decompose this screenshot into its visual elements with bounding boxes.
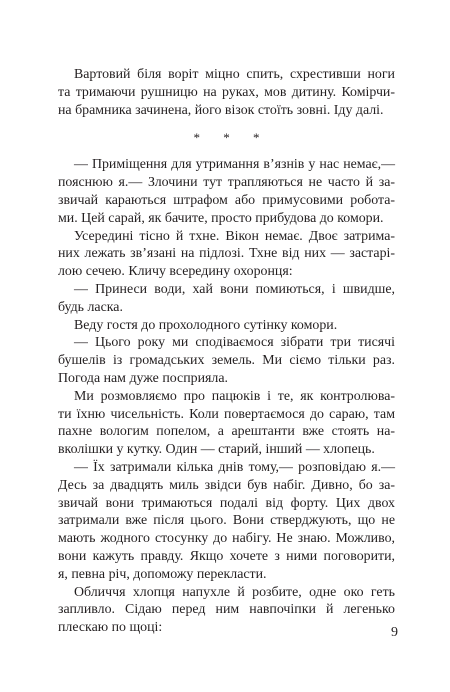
text-line: та тримаючи рушницю на руках, мов дитину. Комірчи- bbox=[58, 84, 395, 100]
text-line: пояснюю я.— Злочини тут трапляються не часто й за- bbox=[58, 175, 395, 191]
text-line: вони кажуть правду. Якщо хочете з ними поговорити, bbox=[58, 548, 395, 564]
paragraph-p5 bbox=[58, 317, 395, 335]
text-line: запливло. Сідаю перед ним навпочіпки й легенько bbox=[58, 602, 395, 618]
text-line: вколішки у кутку. Один — старий, інший — хлопець. bbox=[58, 442, 375, 458]
page-number: 9 bbox=[391, 625, 398, 640]
text-line: бушелів із громадських земель. Ми сіємо тільки раз. bbox=[58, 353, 395, 369]
paragraph-p6 bbox=[58, 334, 395, 387]
paragraph-p8 bbox=[58, 459, 395, 584]
text-line: я, певна річ, допоможу перекласти. bbox=[58, 566, 267, 582]
paragraph-p4 bbox=[58, 281, 395, 317]
text-line: на брамника зачинена, його візок стоїть зовні. Іду далі. bbox=[58, 102, 384, 118]
paragraph-p3 bbox=[58, 228, 395, 281]
text-line: — Їх затримали кілька днів тому,— розповідаю я.— bbox=[74, 459, 395, 475]
paragraph-p2 bbox=[58, 156, 395, 227]
text-line: звичай караються штрафом або примусовими робота- bbox=[58, 192, 395, 208]
paragraph-p7 bbox=[58, 388, 395, 459]
section-break-asterism: * * * bbox=[193, 130, 270, 146]
text-line: мають жодного стосунку до набігу. Не знаю. Можливо, bbox=[58, 531, 395, 547]
paragraph-p9 bbox=[58, 584, 395, 637]
text-line: Погода нам дуже посприяла. bbox=[58, 370, 228, 386]
text-line: звичай вони тримаються подалі від форту. Цих двох bbox=[58, 495, 395, 511]
text-line: будь ласка. bbox=[58, 299, 123, 315]
text-line: затримали вже після цього. Вони стверджують, що не bbox=[58, 513, 395, 529]
text-line: лою сечею. Кличу всередину охоронця: bbox=[58, 264, 293, 280]
text-line: Обличчя хлопця напухле й розбите, одне око геть bbox=[74, 584, 395, 600]
text-line: Десь за двадцять миль звідси був набіг. Дивно, бо за- bbox=[58, 477, 395, 493]
body-text bbox=[58, 66, 395, 637]
text-line: плескаю по щоці: bbox=[58, 620, 163, 636]
paragraph-p1 bbox=[58, 66, 395, 119]
text-line: Веду гостя до прохолодного сутінку комори. bbox=[74, 317, 338, 333]
text-line: ти їхню чисельність. Коли повертаємося до сараю, там bbox=[58, 406, 395, 422]
text-line: Ми розмовляємо про пацюків і те, як контролюва- bbox=[74, 388, 395, 404]
text-line: ми. Цей сарай, як бачите, просто прибудова до комори. bbox=[58, 210, 384, 226]
text-line: — Приміщення для утримання в’язнів у нас немає,— bbox=[74, 157, 395, 173]
text-line: Вартовий біля воріт міцно спить, схрестивши ноги bbox=[74, 67, 395, 82]
text-line: — Принеси води, хай вони помиються, і швидше, bbox=[74, 281, 395, 297]
text-line: пахне вологим попелом, а арештанти вже стоять на- bbox=[58, 424, 395, 440]
text-line: Усередині тісно й тхне. Вікон немає. Двоє затрима- bbox=[74, 228, 395, 244]
text-line: — Цього року ми сподіваємося зібрати три тисячі bbox=[74, 335, 395, 351]
text-line: них лежать зв’язані на підлозі. Тхне від них — застарі- bbox=[58, 246, 395, 262]
